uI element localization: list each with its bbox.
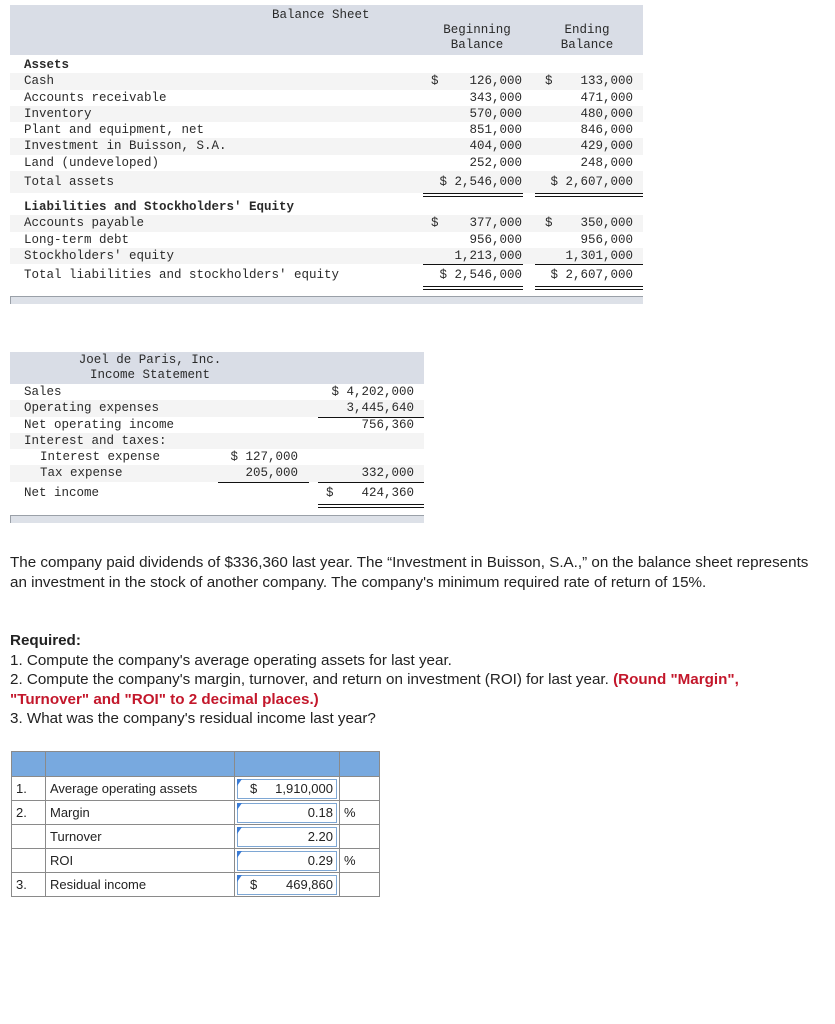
unit-label [340, 873, 380, 897]
income-statement-table [10, 352, 424, 504]
total-value: 332,000 [361, 466, 414, 481]
table-row [10, 215, 643, 231]
answer-row-roi [12, 849, 380, 873]
beginning-value: 404,000 [469, 139, 522, 154]
beginning-total: $ 2,546,000 [439, 175, 522, 190]
ending-value: 248,000 [580, 155, 633, 170]
input-flag-icon [237, 803, 242, 810]
row-label: Residual income [46, 873, 235, 897]
unit-label: % [340, 849, 380, 873]
answer-row-residual-income [12, 873, 380, 897]
row-label: Sales [24, 385, 62, 399]
answer-row-margin [12, 801, 380, 825]
input-flag-icon [237, 875, 242, 882]
unit-label: % [340, 801, 380, 825]
row-label: Long-term debt [24, 232, 130, 247]
row-label: Stockholders' equity [24, 248, 175, 263]
income-statement-title: Income Statement [89, 368, 211, 382]
input-value: 0.29 [307, 853, 333, 868]
question-2 [10, 670, 810, 709]
liabilities-heading: Liabilities and Stockholders' Equity [24, 200, 295, 215]
table-row [10, 232, 643, 248]
balance-sheet-table [10, 5, 643, 286]
answer-cell [235, 849, 340, 873]
row-label: Turnover [46, 825, 235, 849]
beginning-value: 956,000 [469, 232, 522, 247]
beginning-value: 343,000 [469, 90, 522, 105]
total-liabilities-row [10, 264, 643, 286]
turnover-input[interactable] [237, 827, 337, 847]
header-cell [12, 752, 46, 777]
answer-cell [235, 801, 340, 825]
total-value: $ 4,202,000 [331, 385, 414, 399]
input-flag-icon [237, 827, 242, 834]
row-number: 3. [12, 873, 46, 897]
required-section [10, 631, 810, 729]
beginning-value: 377,000 [469, 216, 522, 231]
table-row [10, 384, 424, 400]
balance-sheet-title: Balance Sheet [272, 8, 370, 22]
horizontal-scrollbar[interactable] [10, 296, 643, 304]
double-rule [318, 504, 424, 508]
row-label: Accounts receivable [24, 90, 167, 105]
beginning-value: 126,000 [469, 74, 522, 89]
table-row [10, 400, 424, 416]
net-income-value: 424,360 [361, 485, 414, 500]
rounding-note: (Round "Margin", "Turnover" and "ROI" to 2 decimal places.) [10, 671, 739, 708]
row-label: Land (undeveloped) [24, 155, 160, 170]
assets-heading: Assets [24, 58, 70, 72]
row-label: Total assets [24, 175, 115, 190]
assets-heading-row [10, 57, 643, 73]
company-name: Joel de Paris, Inc. [78, 353, 222, 367]
row-label: Operating expenses [24, 401, 160, 416]
header-cell [46, 752, 235, 777]
beginning-balance-header [422, 23, 532, 53]
net-income-row [10, 482, 424, 504]
answer-cell [235, 873, 340, 897]
row-number [12, 825, 46, 849]
double-rule [535, 193, 643, 197]
row-label: Net operating income [24, 417, 175, 432]
row-label: Accounts payable [24, 216, 145, 231]
total-assets-row [10, 171, 643, 193]
double-rule [423, 193, 523, 197]
total-value: 756,360 [361, 417, 414, 432]
ending-total: $ 2,607,000 [550, 268, 633, 283]
header-cell [340, 752, 380, 777]
input-value: 2.20 [307, 829, 333, 844]
detail-value: $ 127,000 [230, 450, 298, 465]
liabilities-heading-row [10, 199, 643, 215]
currency-symbol: $ [326, 485, 334, 500]
ending-value: 1,301,000 [565, 248, 633, 263]
required-label: Required: [10, 632, 81, 649]
header-line: Beginning [443, 23, 511, 37]
currency-symbol: $ [431, 216, 439, 231]
answer-cell [235, 777, 340, 801]
currency-symbol: $ [250, 781, 258, 796]
input-flag-icon [237, 779, 242, 786]
beginning-value: 570,000 [469, 106, 522, 121]
row-label: Cash [24, 74, 55, 89]
ending-value: 846,000 [580, 123, 633, 138]
row-number: 2. [12, 801, 46, 825]
header-line: Ending [564, 23, 610, 37]
row-label: Plant and equipment, net [24, 123, 205, 138]
beginning-total: $ 2,546,000 [439, 268, 522, 283]
table-row [10, 465, 424, 481]
ending-value: 350,000 [580, 216, 633, 231]
table-row [10, 155, 643, 171]
row-label: Net income [24, 485, 100, 500]
header-cell [235, 752, 340, 777]
row-label: Interest expense [40, 450, 161, 465]
row-number: 1. [12, 777, 46, 801]
unit-label [340, 777, 380, 801]
beginning-value: 252,000 [469, 155, 522, 170]
row-number [12, 849, 46, 873]
input-flag-icon [237, 851, 242, 858]
total-value: 3,445,640 [346, 401, 414, 416]
header-line: Balance [450, 38, 504, 52]
row-label: ROI [46, 849, 235, 873]
question-3: 3. What was the company's residual income last year? [10, 710, 376, 727]
ending-value: 429,000 [580, 139, 633, 154]
row-label: Investment in Buisson, S.A. [24, 139, 227, 154]
problem-paragraph: The company paid dividends of $336,360 last year. The “Investment in Buisson, S.A.,” on the balance sheet represents an investment in the stock of another company. The company's minimum required rate of return of 15%. [10, 554, 809, 591]
question-2-text: 2. Compute the company's margin, turnover, and return on investment (ROI) for last year. [10, 671, 609, 688]
ending-value: 480,000 [580, 106, 633, 121]
row-label: Margin [46, 801, 235, 825]
header-line: Balance [560, 38, 614, 52]
row-label: Average operating assets [46, 777, 235, 801]
answer-row-average-operating-assets [12, 777, 380, 801]
detail-value: 205,000 [245, 466, 298, 481]
table-row [10, 106, 643, 122]
unit-label [340, 825, 380, 849]
input-value: 1,910,000 [275, 781, 333, 796]
ending-value: 471,000 [580, 90, 633, 105]
row-label: Interest and taxes: [24, 433, 167, 448]
table-row [10, 73, 643, 89]
margin-input[interactable] [237, 803, 337, 823]
ending-total: $ 2,607,000 [550, 175, 633, 190]
horizontal-scrollbar[interactable] [10, 515, 424, 523]
table-row [10, 122, 643, 138]
table-row [10, 417, 424, 433]
beginning-value: 1,213,000 [454, 248, 522, 263]
currency-symbol: $ [250, 877, 258, 892]
table-row [10, 248, 643, 264]
double-rule [535, 286, 643, 290]
question-1: 1. Compute the company's average operating assets for last year. [10, 651, 452, 669]
income-statement-header [10, 352, 424, 384]
ending-value: 133,000 [580, 74, 633, 89]
answer-table-header [12, 752, 380, 777]
answer-row-turnover [12, 825, 380, 849]
currency-symbol: $ [545, 74, 553, 89]
table-row [10, 138, 643, 154]
row-label: Tax expense [40, 466, 123, 481]
average-operating-assets-input[interactable] [237, 779, 337, 799]
ending-balance-header [532, 23, 642, 53]
table-row [10, 90, 643, 106]
answer-cell [235, 825, 340, 849]
answer-table [11, 751, 380, 897]
residual-income-input[interactable] [237, 875, 337, 895]
currency-symbol: $ [431, 74, 439, 89]
roi-input[interactable] [237, 851, 337, 871]
row-label: Total liabilities and stockholders' equity [24, 268, 340, 283]
table-row [10, 433, 424, 449]
currency-symbol: $ [545, 216, 553, 231]
double-rule [423, 286, 523, 290]
row-label: Inventory [24, 106, 92, 121]
beginning-value: 851,000 [469, 123, 522, 138]
table-row [10, 449, 424, 465]
input-value: 0.18 [307, 805, 333, 820]
input-value: 469,860 [286, 877, 333, 892]
balance-sheet-header [10, 5, 643, 55]
ending-value: 956,000 [580, 232, 633, 247]
